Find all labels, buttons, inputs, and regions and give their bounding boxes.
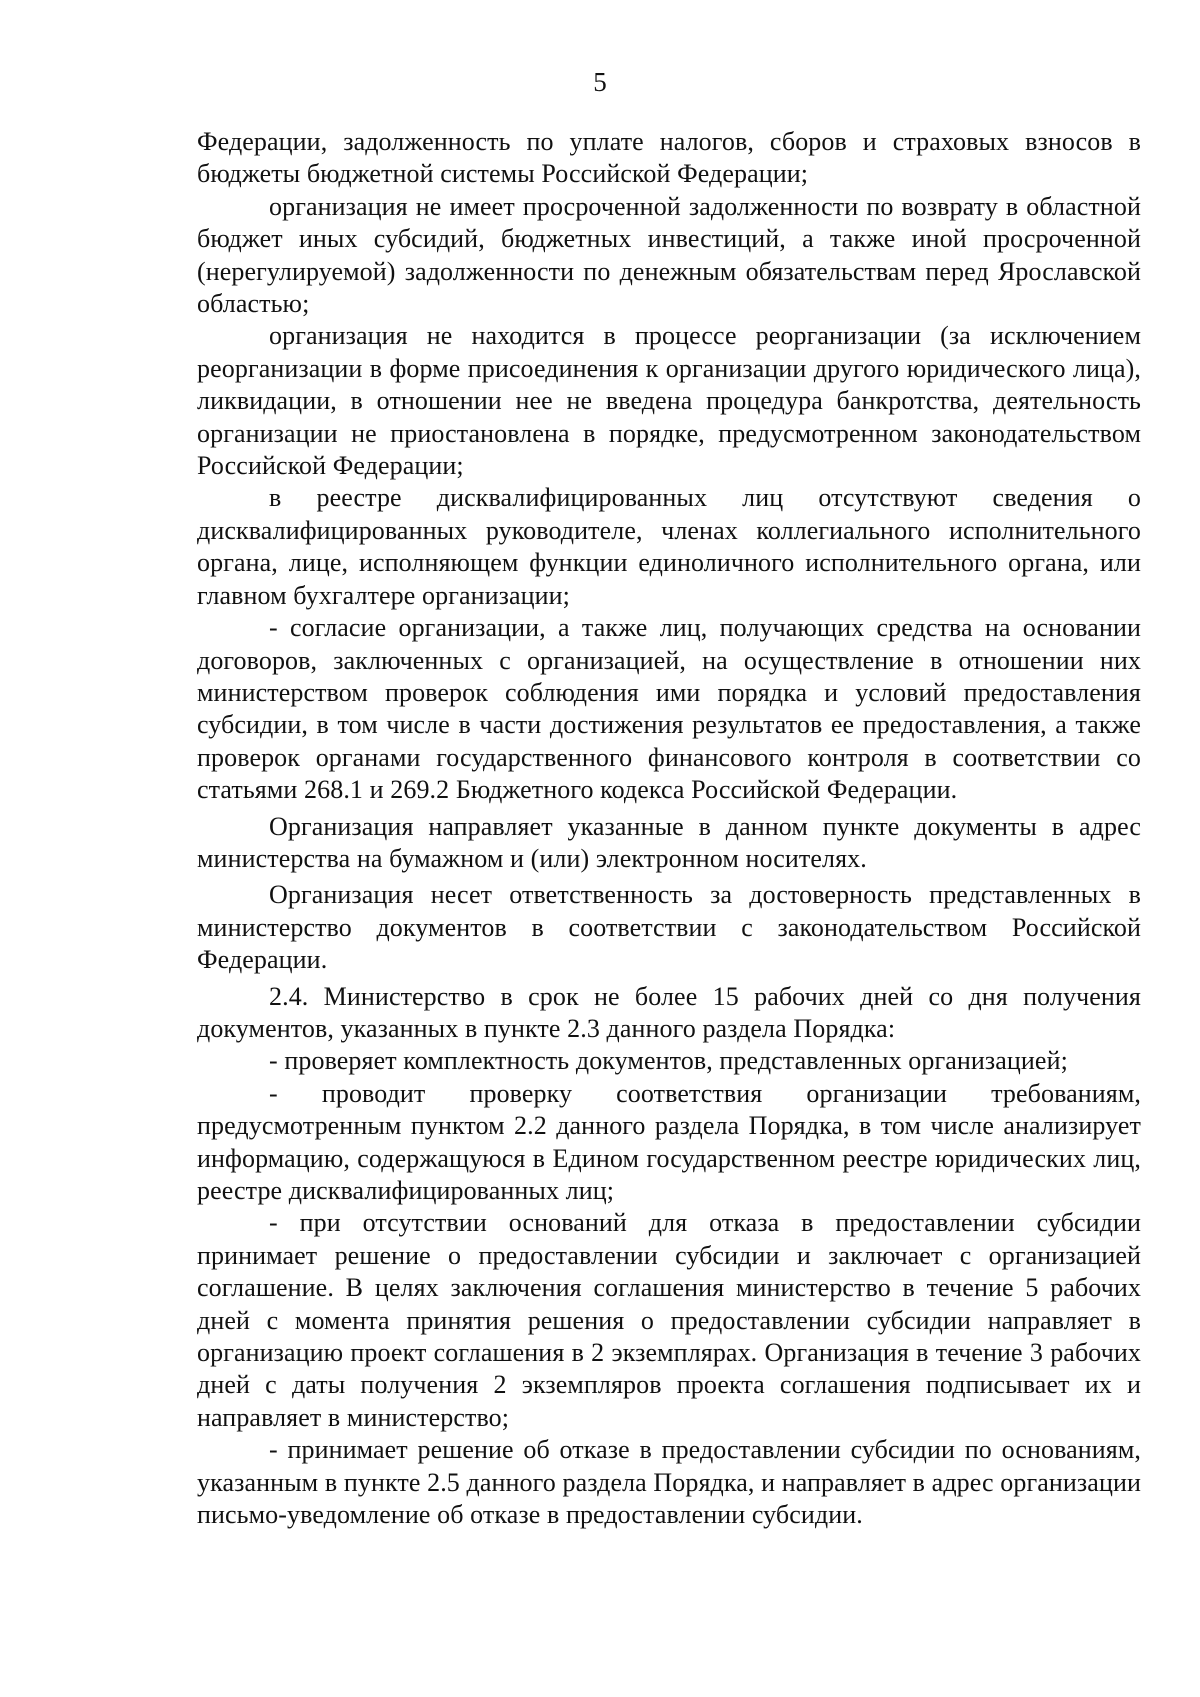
paragraph-section-2-4: 2.4. Министерство в срок не более 15 рабочих дней со дня получения документов, указанных в пункте 2.3 данного раздела Порядка: [197,981,1141,1043]
list-item: - при отсутствии оснований для отказа в предоставлении субсидии принимает решение о предоставлении субсидии и заключает с организацией соглашение. В целях заключения соглашения министерство в течение 5 рабочих дней с момента принятия решения о предоставлении субсидии направляет в организацию проект соглашения в 2 экземплярах. Организация в течение 3 рабочих дней с даты получения 2 экземпляров проекта соглашения подписывает их и направляет в министерство; [197,1208,1141,1432]
paragraph: Организация несет ответственность за достоверность представленных в министерство документов в соответствии с законодательством Российской Федерации. [197,880,1141,975]
paragraph: организация не имеет просроченной задолженности по возврату в областной бюджет иных субсидий, бюджетных инвестиций, а также иной просроченной (нерегулируемой) задолженности по денежным обязательствам перед Ярославской областью; [197,191,1141,319]
paragraph-continuation: Федерации, задолженность по уплате налогов, сборов и страховых взносов в бюджеты бюджетной системы Российской Федерации; [197,127,1141,189]
page-number: 5 [593,67,607,97]
document-body [197,126,1141,1531]
paragraph: - согласие организации, а также лиц, получающих средства на основании договоров, заключенных с организацией, на осуществление в отношении них министерством проверок соблюдения ими порядка и условий предоставления субсидии, в том числе в части достижения результатов ее предоставления, а также проверок органами государственного финансового контроля в соответствии со статьями 268.1 и 269.2 Бюджетного кодекса Российской Федерации. [197,613,1141,805]
list-item: - принимает решение об отказе в предоставлении субсидии по основаниям, указанным в пункте 2.5 данного раздела Порядка, и направляет в адрес организации письмо-уведомление об отказе в предоставлении субсидии. [197,1435,1141,1530]
paragraph: Организация направляет указанные в данном пункте документы в адрес министерства на бумажном и (или) электронном носителях. [197,811,1141,873]
list-item: - проводит проверку соответствия организации требованиям, предусмотренным пунктом 2.2 данного раздела Порядка, в том числе анализирует информацию, содержащуюся в Едином государственном реестре юридических лиц, реестре дисквалифицированных лиц; [197,1078,1141,1205]
paragraph: организация не находится в процессе реорганизации (за исключением реорганизации в форме присоединения к организации другого юридического лица), ликвидации, в отношении нее не введена процедура банкротства, деятельность организации не приостановлена в порядке, предусмотренном законодательством Российской Федерации; [197,321,1141,481]
paragraph: в реестре дисквалифицированных лиц отсутствуют сведения о дисквалифицированных руководителе, членах коллегиального исполнительного органа, лице, исполняющем функции единоличного исполнительного органа, или главном бухгалтере организации; [197,483,1141,610]
list-item: - проверяет комплектность документов, представленных организацией; [269,1046,1068,1076]
